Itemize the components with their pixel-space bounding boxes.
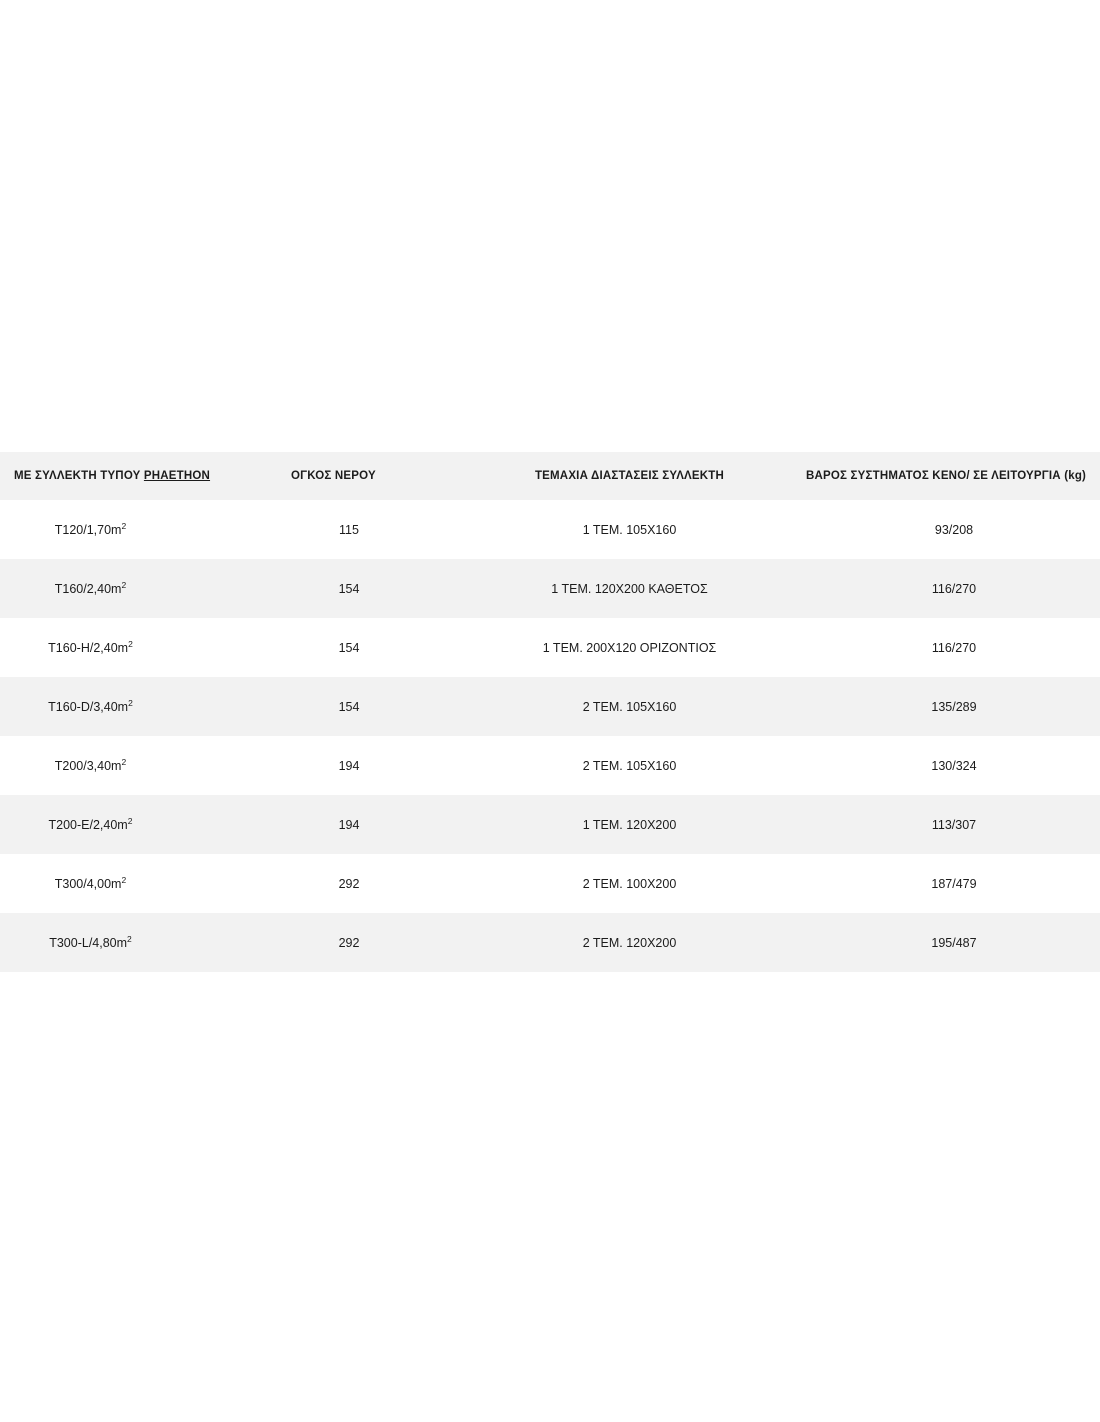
- cell-dimensions: 1 ΤΕΜ. 120Χ200 ΚΑΘΕΤΟΣ: [551, 581, 708, 596]
- cell-weight: 130/324: [931, 758, 977, 773]
- cell-model: [0, 913, 277, 972]
- cell-dimensions: 2 ΤΕΜ. 105Χ160: [582, 699, 677, 714]
- cell-volume: 115: [339, 522, 359, 537]
- cell-model: [0, 618, 277, 677]
- cell-model-text: T200-E/2,40m: [48, 817, 128, 832]
- cell-model-exponent: 2: [121, 756, 127, 767]
- spec-table-container: [0, 452, 1100, 972]
- cell-weight: 116/270: [931, 581, 977, 596]
- cell-model-text: T160-H/2,40m: [48, 640, 129, 655]
- cell-volume: 154: [338, 640, 360, 655]
- table-row: [0, 854, 1100, 913]
- cell-model-exponent: 2: [121, 874, 127, 885]
- cell-model-text: T300-L/4,80m: [49, 935, 128, 950]
- table-header: [0, 452, 1100, 500]
- cell-model: [0, 500, 277, 559]
- cell-model-text: T200/3,40m: [54, 758, 122, 773]
- cell-volume: 292: [338, 935, 360, 950]
- cell-model-exponent: 2: [128, 697, 133, 708]
- cell-model: [0, 677, 277, 736]
- cell-weight: 113/307: [931, 817, 977, 832]
- cell-weight: 116/270: [931, 640, 977, 655]
- cell-dimensions: 2 ΤΕΜ. 120Χ200: [582, 935, 677, 950]
- cell-volume: 292: [338, 876, 360, 891]
- cell-model: [0, 854, 277, 913]
- table-row: [0, 677, 1100, 736]
- cell-dimensions: 1 ΤΕΜ. 120Χ200: [582, 817, 677, 832]
- cell-model-exponent: 2: [121, 520, 127, 531]
- column-header-collector-dimensions: ΤΕΜΑΧΙΑ ΔΙΑΣΤΑΣΕΙΣ ΣΥΛΛΕΚΤΗ: [534, 470, 725, 482]
- cell-model-exponent: 2: [128, 638, 133, 649]
- cell-volume: 154: [338, 581, 360, 596]
- cell-volume: 194: [338, 758, 360, 773]
- cell-model: [0, 795, 277, 854]
- cell-dimensions: 1 ΤΕΜ. 200Χ120 ΟΡΙΖΟΝΤΙΟΣ: [542, 640, 717, 655]
- table-row: [0, 559, 1100, 618]
- cell-volume: 194: [338, 817, 360, 832]
- table-row: [0, 913, 1100, 972]
- cell-model-exponent: 2: [121, 579, 127, 590]
- cell-model-text: T120/1,70m: [54, 522, 122, 537]
- cell-model-text: T160/2,40m: [54, 581, 122, 596]
- column-header-collector-type: [0, 452, 277, 500]
- column-header-water-volume: ΟΓΚΟΣ ΝΕΡΟΥ: [291, 470, 376, 482]
- cell-weight: 187/479: [931, 876, 977, 891]
- cell-model-exponent: 2: [127, 933, 132, 944]
- column-header-collector-type-prefix: ΜΕ ΣΥΛΛΕΚΤΗ ΤΥΠΟΥ: [14, 470, 144, 482]
- table-body: [0, 500, 1100, 972]
- cell-model: [0, 559, 277, 618]
- column-header-system-weight: ΒΑΡΟΣ ΣΥΣΤΗΜΑΤΟΣ ΚΕΝΟ/ ΣΕ ΛΕΙΤΟΥΡΓΙΑ (kg): [806, 470, 1087, 482]
- solar-system-spec-table: [0, 452, 1100, 972]
- table-row: [0, 795, 1100, 854]
- table-row: [0, 500, 1100, 559]
- cell-dimensions: 2 ΤΕΜ. 100Χ200: [582, 876, 677, 891]
- cell-weight: 93/208: [934, 522, 974, 537]
- table-header-row: [0, 452, 1100, 500]
- cell-dimensions: 2 ΤΕΜ. 105Χ160: [582, 758, 677, 773]
- cell-weight: 195/487: [931, 935, 977, 950]
- cell-model-text: T160-D/3,40m: [48, 699, 129, 714]
- cell-weight: 135/289: [931, 699, 977, 714]
- table-row: [0, 618, 1100, 677]
- cell-model-text: T300/4,00m: [54, 876, 122, 891]
- table-row: [0, 736, 1100, 795]
- cell-volume: 154: [338, 699, 360, 714]
- cell-dimensions: 1 ΤΕΜ. 105Χ160: [582, 522, 677, 537]
- cell-model-exponent: 2: [127, 815, 133, 826]
- cell-model: [0, 736, 277, 795]
- column-header-collector-type-brand: PHAETHON: [143, 470, 211, 482]
